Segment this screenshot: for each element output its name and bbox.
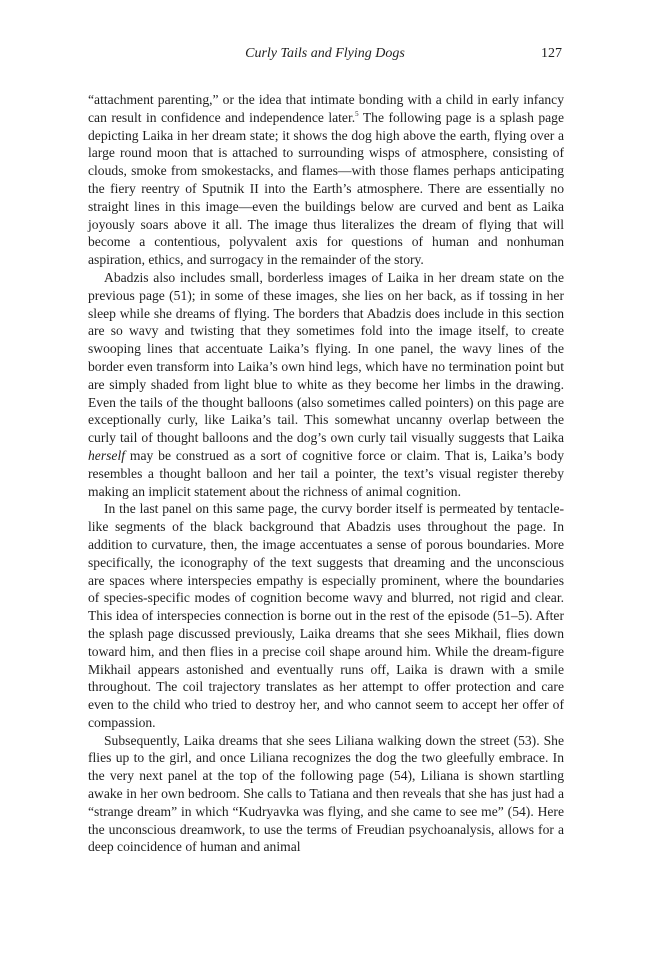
- paragraph-2: [88, 269, 564, 500]
- footnote-reference[interactable]: 5: [355, 109, 359, 118]
- paragraph-2-emphasis: herself: [88, 447, 125, 463]
- paragraph-1-text-a: “attachment parenting,” or the idea that intimate bonding with a child in early infancy can result in confidence and independence later.: [88, 92, 564, 125]
- paragraph-2-text-b: may be construed as a sort of cognitive force or claim. That is, Laika’s body resembles a thought balloon and her tail a pointer, the text’s visual register thereby making an implicit statement about the richness of animal cognition.: [88, 447, 564, 499]
- paragraph-1: [88, 91, 564, 269]
- paragraph-1-text-b: The following page is a splash page depicting Laika in her dream state; it shows the dog high above the earth, flying over a large round moon that is attached to surrounding wisps of atmosphere, consisting of clouds, smoke from smokestacks, and flames—with those flames perhaps anticipating the fiery reentry of Sputnik II into the Earth’s atmosphere. There are essentially no straight lines in this image—even the buildings below are curved and bent as Laika joyously soars above it all. The image thus literalizes the dream of flying that will become a contentious, polyvalent axis for questions of human and nonhuman aspiration, ethics, and surrogacy in the remainder of the story.: [88, 109, 564, 268]
- paragraph-2-text-a: Abadzis also includes small, borderless images of Laika in her dream state on the previous page (51); in some of these images, she lies on her back, as if tossing in her sleep while she dreams of flying. The borders that Abadzis does include in this section are so wavy and twisting that they sometimes fold into the image itself, to create swooping lines that accentuate Laika’s flying. In one panel, the wavy lines of the border even transform into Laika’s own hind legs, which have no termination point but are simply shaded from light blue to white as they become her limbs in the drawing. Even the tails of the thought balloons (also sometimes called pointers) on this page are exceptionally curly, like Laika’s tail. This somewhat uncanny overlap between the curly tail of thought balloons and the dog’s own curly tail visually suggests that Laika: [88, 269, 564, 446]
- running-title: Curly Tails and Flying Dogs: [245, 46, 405, 61]
- body-text: [88, 91, 564, 856]
- running-head: [88, 44, 562, 64]
- page-number: 127: [541, 46, 562, 61]
- paragraph-4: Subsequently, Laika dreams that she sees Liliana walking down the street (53). She flies up to the girl, and once Liliana recognizes the dog the two gleefully embrace. In the very next panel at the top of the following page (54), Liliana is shown startling awake in her own bedroom. She calls to Tatiana and then reveals that she has just had a “strange dream” in which “Kudryavka was flying, and she came to see me” (54). Here the unconscious dreamwork, to use the terms of Freudian psychoanalysis, allows for a deep coincidence of human and animal: [88, 732, 564, 855]
- paragraph-3: In the last panel on this same page, the curvy border itself is permeated by tentacle-like segments of the black background that Abadzis uses throughout the page. In addition to curvature, then, the image accentuates a sense of porous boundaries. More specifically, the iconography of the text suggests that dreaming and the unconscious are spaces where interspecies empathy is especially prominent, where the boundaries of species-specific modes of cognition become wavy and blurred, not rigid and clear. This idea of interspecies connection is borne out in the rest of the episode (51–5). After the splash page discussed previously, Laika dreams that she sees Mikhail, flies down toward him, and then flies in a precise coil shape around him. While the dream-figure Mikhail appears astonished and eventually runs off, Laika is drawn with a smile throughout. The coil trajectory translates as her attempt to offer protection and care even to the child who tried to destroy her, and who cannot seem to accept her offer of compassion.: [88, 501, 564, 730]
